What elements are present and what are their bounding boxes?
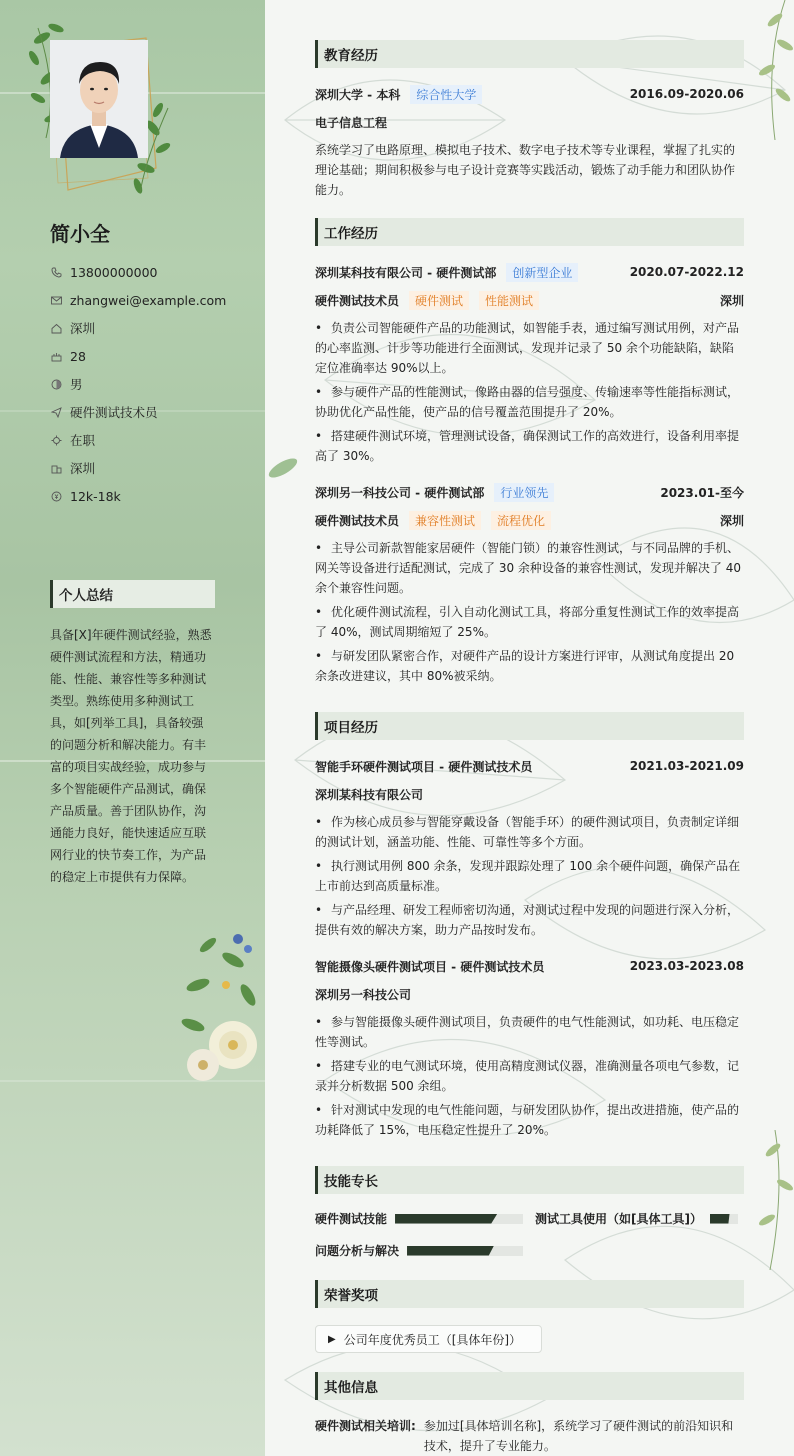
job-bullet: • 搭建硬件测试环境，管理测试设备，确保测试工作的高效进行，设备利用率提高了 30%。 <box>315 426 744 466</box>
job-role: 硬件测试技术员 <box>315 513 400 528</box>
company-tag: 创新型企业 <box>506 263 578 282</box>
info-age <box>50 342 226 370</box>
company-tag: 行业领先 <box>494 483 554 502</box>
skill-bar <box>710 1214 738 1224</box>
skill-item <box>535 1210 738 1227</box>
status-icon <box>50 434 62 446</box>
skill-tag: 硬件测试 <box>409 291 469 310</box>
job-bullet: • 优化硬件测试流程，引入自动化测试工具，将部分重复性测试工作的效率提高了 40%，测试周期缩短了 25%。 <box>315 602 744 642</box>
skill-bar <box>395 1214 523 1224</box>
skill-bar-fill <box>710 1214 730 1224</box>
project-header <box>315 756 744 776</box>
project-name: 智能摄像头硬件测试项目 - 硬件测试技术员 <box>315 959 545 974</box>
info-gender <box>50 370 226 398</box>
info-location <box>50 314 226 342</box>
skill-name: 测试工具使用（如[具体工具]） <box>535 1212 702 1226</box>
job-bullet: • 主导公司新款智能家居硬件（智能门锁）的兼容性测试，与不同品牌的手机、网关等设备进行适配测试，完成了 30 余种设备的兼容性测试，发现并解决了 40 余个兼容性问题。 <box>315 538 744 598</box>
project-date: 2021.03-2021.09 <box>629 759 744 773</box>
city-icon <box>50 462 62 474</box>
sidebar <box>0 0 265 1456</box>
skill-bar-fill <box>395 1214 497 1224</box>
location-value: 深圳 <box>70 321 96 336</box>
job-header <box>315 482 744 502</box>
info-salary <box>50 482 226 510</box>
job-company: 深圳某科技有限公司 - 硬件测试部 <box>315 265 497 280</box>
skills-title: 技能专长 <box>315 1166 744 1194</box>
summary-text: 具备[X]年硬件测试经验，熟悉硬件测试流程和方法，精通功能、性能、兼容性等多种测试类型。熟练使用多种测试工具，如[列举工具]，具备较强的问题分析和解决能力。有丰富的项目实战经验，成功参与多个智能硬件产品测试，确保产品质量。善于团队协作，沟通能力良好，能快速适应互联网行业的快节奏工作，为产品的稳定上市提供有力保障。 <box>50 628 212 884</box>
skill-bar-fill <box>407 1246 494 1256</box>
send-icon <box>50 406 62 418</box>
skill-tag: 流程优化 <box>491 511 551 530</box>
email-value: zhangwei@example.com <box>70 292 227 308</box>
vine-decoration-bottom <box>745 1130 794 1270</box>
job-role-row <box>315 510 744 530</box>
major: 电子信息工程 <box>315 115 388 130</box>
avatar <box>50 40 148 158</box>
skill-name: 问题分析与解决 <box>315 1244 400 1258</box>
phone-value: 13800000000 <box>70 264 158 280</box>
school-name: 深圳大学 - 本科 <box>315 87 401 102</box>
project-header <box>315 956 744 976</box>
phone-icon <box>50 266 62 278</box>
home-icon <box>50 322 62 334</box>
job-bullet: • 负责公司智能硬件产品的功能测试，如智能手表，通过编写测试用例，对产品的心率监测、计步等功能进行全面测试，发现并记录了 50 余个功能缺陷，缺陷定位准确率达 90%以上。 <box>315 318 744 378</box>
project-bullet: • 参与智能摄像头硬件测试项目，负责硬件的电气性能测试，如功耗、电压稳定性等测试。 <box>315 1012 744 1052</box>
education-date: 2016.09-2020.06 <box>629 87 744 101</box>
job-header <box>315 262 744 282</box>
other-label: 硬件测试相关培训: <box>315 1419 416 1433</box>
project-bullet: • 执行测试用例 800 余条，发现并跟踪处理了 100 余个硬件问题，确保产品在上市前达到高质量标准。 <box>315 856 744 896</box>
mail-icon <box>50 294 62 306</box>
candidate-name: 简小全 <box>50 222 110 246</box>
job-role: 硬件测试技术员 <box>315 293 400 308</box>
job-date: 2020.07-2022.12 <box>629 265 744 279</box>
skill-item <box>315 1210 523 1227</box>
job-bullet: • 参与硬件产品的性能测试，像路由器的信号强度、传输速率等性能指标测试，协助优化产品性能，使产品的信号覆盖范围提升了 20%。 <box>315 382 744 422</box>
gender-icon <box>50 378 62 390</box>
education-header <box>315 84 744 104</box>
flower-decoration <box>178 925 265 1090</box>
job-city: 深圳 <box>719 293 744 308</box>
age-value: 28 <box>70 348 86 364</box>
expand-triangle-icon[interactable]: ▶ <box>328 1333 336 1345</box>
projects-title: 项目经历 <box>315 712 744 740</box>
avatar-frame <box>28 18 178 198</box>
info-target-city <box>50 454 226 482</box>
education-title: 教育经历 <box>315 40 744 68</box>
job-role-row <box>315 290 744 310</box>
job-company: 深圳另一科技公司 - 硬件测试部 <box>315 485 485 500</box>
project-name: 智能手环硬件测试项目 - 硬件测试技术员 <box>315 759 533 774</box>
vine-decoration-top <box>745 0 794 140</box>
age-icon <box>50 350 62 362</box>
school-tag: 综合性大学 <box>410 85 482 104</box>
job-bullet: • 与研发团队紧密合作，对硬件产品的设计方案进行评审，从测试角度提出 20 余条改进建议，其中 80%被采纳。 <box>315 646 744 686</box>
info-phone <box>50 258 226 286</box>
summary-title: 个人总结 <box>50 580 215 608</box>
education-desc: 系统学习了电路原理、模拟电子技术、数字电子技术等专业课程，掌握了扎实的理论基础；期间积极参与电子设计竞赛等实践活动，锻炼了动手能力和团队协作能力。 <box>315 143 736 197</box>
project-bullet: • 作为核心成员参与智能穿戴设备（智能手环）的硬件测试项目，负责制定详细的测试计划，涵盖功能、性能、可靠性等多个方面。 <box>315 812 744 852</box>
salary-icon <box>50 490 62 502</box>
status-value: 在职 <box>70 433 96 448</box>
position-value: 硬件测试技术员 <box>70 405 158 420</box>
project-company: 深圳某科技有限公司 <box>315 787 424 802</box>
project-bullet: • 针对测试中发现的电气性能问题，与研发团队协作，提出改进措施，使产品的功耗降低了 15%，电压稳定性提升了 20%。 <box>315 1100 744 1140</box>
project-company: 深圳另一科技公司 <box>315 987 412 1002</box>
awards-title: 荣誉奖项 <box>315 1280 744 1308</box>
leaf-decoration <box>265 450 305 490</box>
info-status <box>50 426 226 454</box>
job-date: 2023.01-至今 <box>660 485 744 500</box>
other-info-row <box>315 1416 744 1456</box>
main-content <box>265 0 794 1456</box>
contact-info-list <box>50 258 226 510</box>
other-title: 其他信息 <box>315 1372 744 1400</box>
info-email <box>50 286 226 314</box>
award-text: 公司年度优秀员工（[具体年份]） <box>343 1332 522 1347</box>
project-date: 2023.03-2023.08 <box>629 959 744 973</box>
skill-name: 硬件测试技能 <box>315 1212 388 1226</box>
skill-item <box>315 1242 523 1259</box>
job-city: 深圳 <box>719 513 744 528</box>
skill-bar <box>407 1246 523 1256</box>
other-text: 参加过[具体培训名称]，系统学习了硬件测试的前沿知识和技术，提升了专业能力。 <box>423 1419 734 1453</box>
target-city-value: 深圳 <box>70 461 96 476</box>
skill-tag: 兼容性测试 <box>409 511 481 530</box>
award-item[interactable] <box>315 1325 542 1353</box>
project-bullet: • 搭建专业的电气测试环境，使用高精度测试仪器，准确测量各项电气参数，记录并分析数据 500 余组。 <box>315 1056 744 1096</box>
info-position <box>50 398 226 426</box>
work-title: 工作经历 <box>315 218 744 246</box>
skill-tag: 性能测试 <box>479 291 539 310</box>
gender-value: 男 <box>70 377 83 392</box>
project-bullet: • 与产品经理、研发工程师密切沟通，对测试过程中发现的问题进行深入分析，提供有效的解决方案，助力产品按时发布。 <box>315 900 744 940</box>
salary-value: 12k-18k <box>70 488 121 504</box>
